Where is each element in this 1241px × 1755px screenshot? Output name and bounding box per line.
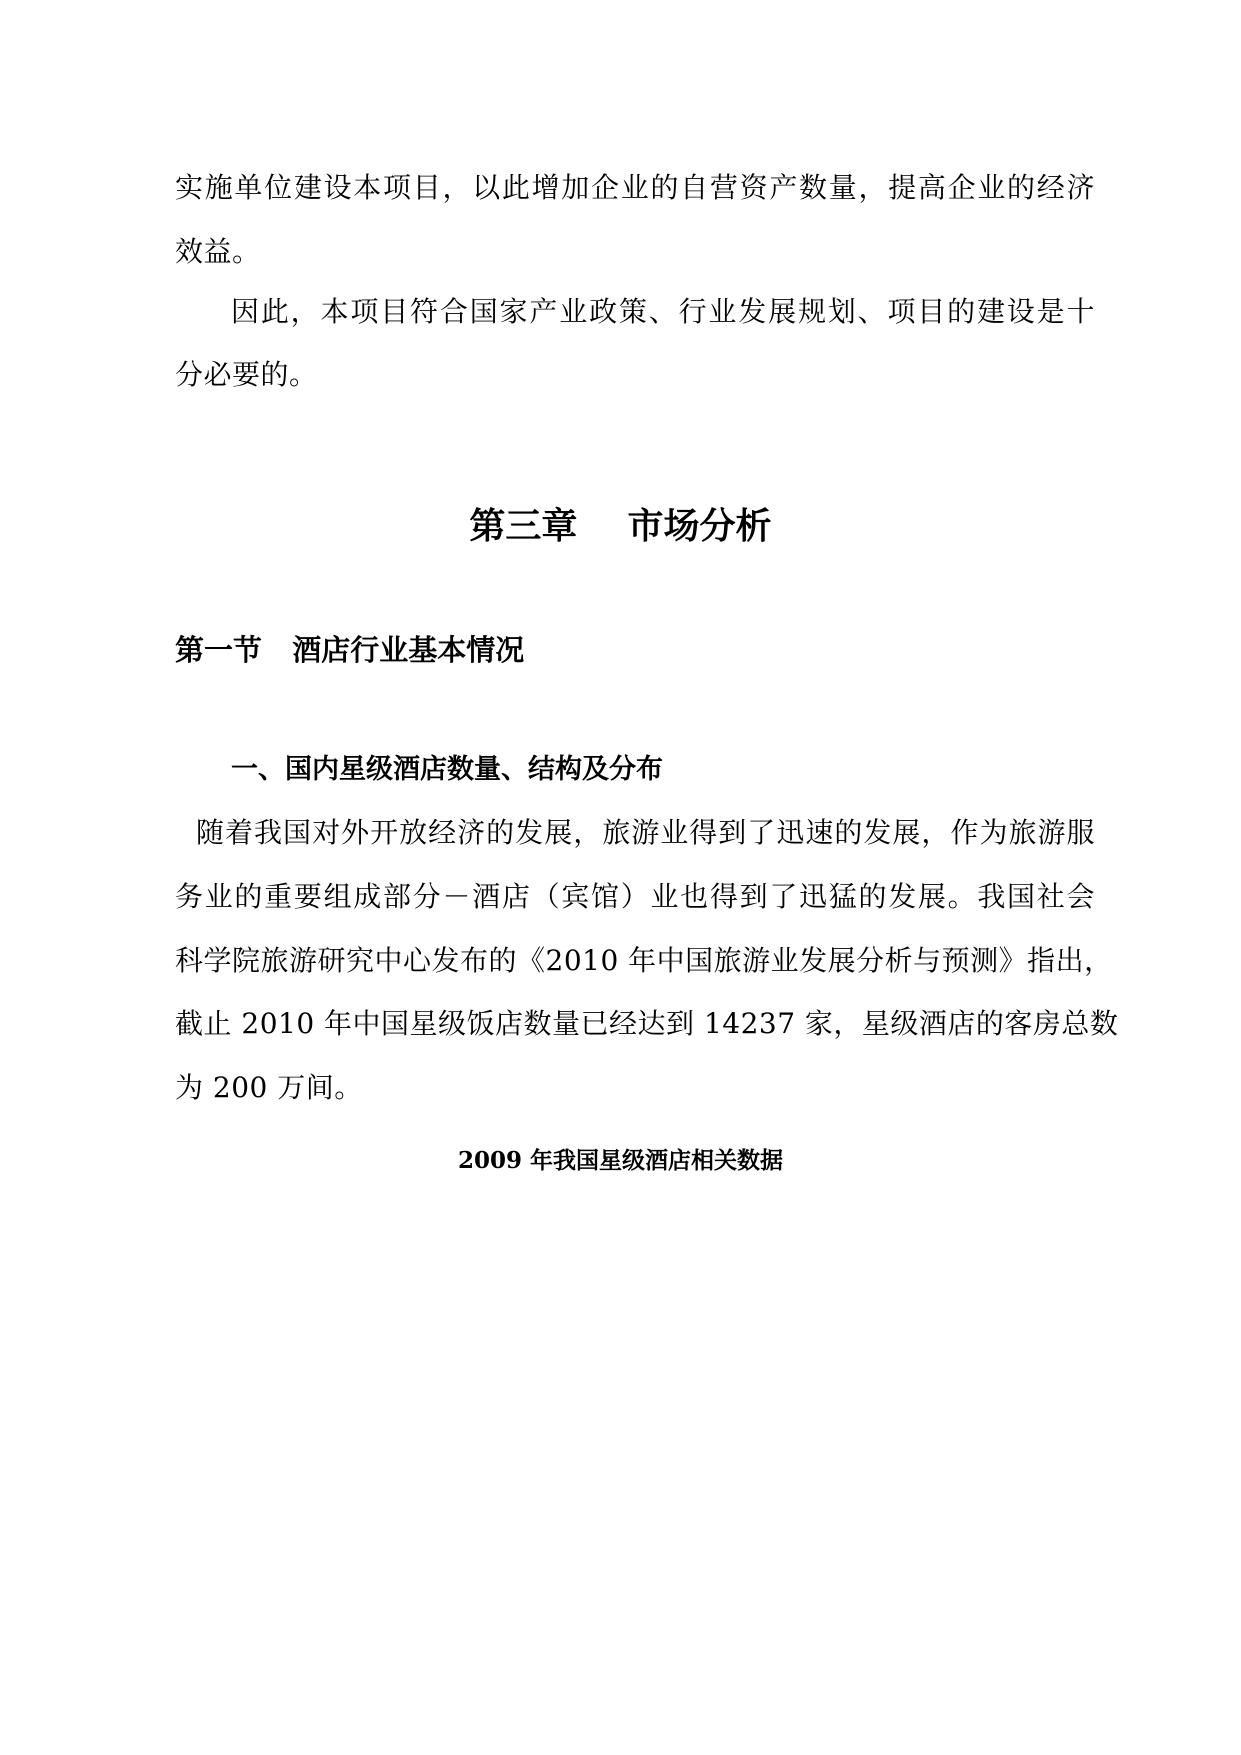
section-title: 第一节 酒店行业基本情况 [175, 633, 525, 667]
conclusion-paragraph-line-1: 因此，本项目符合国家产业政策、行业发展规划、项目的建设是十 [231, 295, 1095, 328]
body-paragraph-line-1: 随着我国对外开放经济的发展，旅游业得到了迅速的发展，作为旅游服 [196, 816, 1095, 849]
table-caption: 2009 年我国星级酒店相关数据 [457, 1147, 784, 1174]
intro-paragraph-line-2: 效益。 [175, 235, 261, 268]
conclusion-paragraph-line-2: 分必要的。 [175, 358, 318, 391]
chapter-title: 第三章 市场分析 [469, 506, 772, 547]
body-paragraph-line-2: 务业的重要组成部分－酒店（宾馆）业也得到了迅猛的发展。我国社会 [175, 880, 1095, 913]
intro-paragraph-line-1: 实施单位建设本项目，以此增加企业的自营资产数量，提高企业的经济 [175, 171, 1095, 204]
subsection-title: 一、国内星级酒店数量、结构及分布 [231, 754, 663, 785]
body-paragraph-line-5: 为 200 万间。 [175, 1071, 363, 1104]
body-paragraph-line-4: 截止 2010 年中国星级饭店数量已经达到 14237 家，星级酒店的客房总数 [175, 1007, 1119, 1040]
body-paragraph-line-3: 科学院旅游研究中心发布的《2010 年中国旅游业发展分析与预测》指出， [175, 944, 1113, 977]
